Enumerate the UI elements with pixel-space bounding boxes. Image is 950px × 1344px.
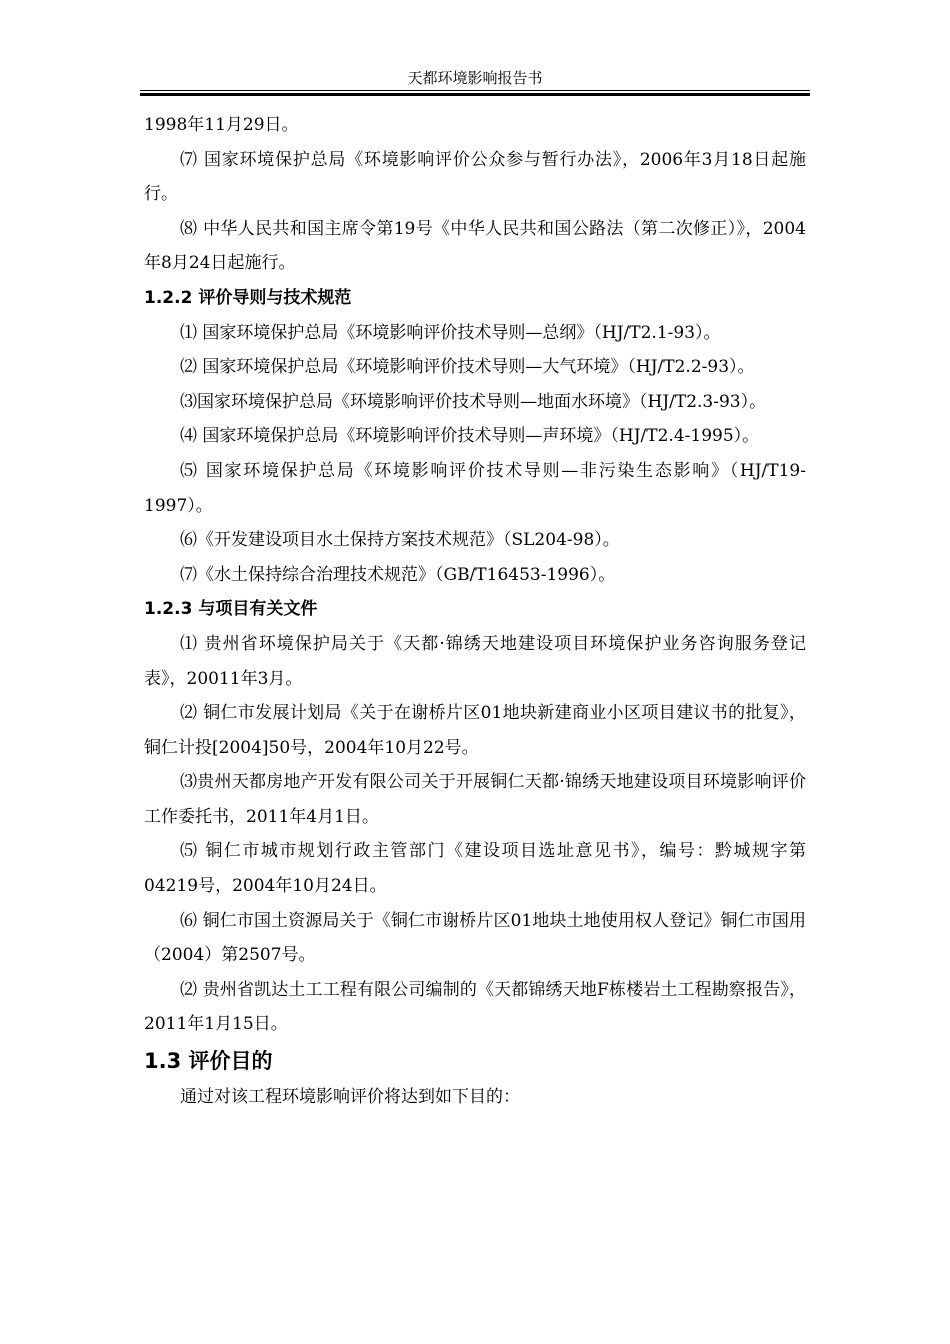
- file-item: ⑵ 铜仁市发展计划局《关于在谢桥片区01地块新建商业小区项目建议书的批复》，铜仁计投[2004]50号，2004年10月22号。: [144, 703, 806, 758]
- guideline-item: ⑺《水土保持综合治理技术规范》（GB/T16453-1996）。: [180, 564, 616, 585]
- file-item: ⑵ 贵州省凯达土工工程有限公司编制的《天都锦绣天地F栋楼岩土工程勘察报告》，2011年1月15日。: [144, 979, 806, 1035]
- file-item: ⑴ 贵州省环境保护局关于《天都·锦绣天地建设项目环境保护业务咨询服务登记表》，20011年3月。: [144, 633, 806, 689]
- guideline-item: ⑴ 国家环境保护总局《环境影响评价技术导则—总纲》（HJ/T2.1-93）。: [180, 322, 721, 343]
- section-heading-1-2-2: 1.2.2 评价导则与技术规范: [144, 287, 352, 308]
- file-item: ⑹ 铜仁市国土资源局关于《铜仁市谢桥片区01地块土地使用权人登记》铜仁市国用（2004）第2507号。: [144, 910, 806, 966]
- guideline-item: ⑷ 国家环境保护总局《环境影响评价技术导则—声环境》（HJ/T2.4-1995）。: [180, 426, 760, 447]
- paragraph-continued-date: 1998年11月29日。: [144, 115, 299, 135]
- guideline-item: ⑹《开发建设项目水土保持方案技术规范》（SL204-98）。: [180, 530, 620, 551]
- guideline-item: ⑶国家环境保护总局《环境影响评价技术导则—地面水环境》（HJ/T2.3-93）。: [180, 391, 767, 412]
- page-header-title: 天都环境影响报告书: [407, 69, 543, 87]
- paragraph-item: ⑺ 国家环境保护总局《环境影响评价公众参与暂行办法》，2006年3月18日起施行。: [144, 149, 806, 205]
- guideline-item: ⑵ 国家环境保护总局《环境影响评价技术导则—大气环境》（HJ/T2.2-93）。: [180, 357, 755, 378]
- guideline-item: ⑸ 国家环境保护总局《环境影响评价技术导则—非污染生态影响》（HJ/T19-1997）。: [144, 460, 806, 516]
- document-body: [144, 108, 806, 1115]
- file-item: ⑶贵州天都房地产开发有限公司关于开展铜仁天都·锦绣天地建设项目环境影响评价工作委托书，2011年4月1日。: [144, 772, 806, 827]
- header-rule-thick: [140, 93, 810, 96]
- paragraph-item: ⑻ 中华人民共和国主席令第19号《中华人民共和国公路法（第二次修正）》，2004年8月24日起施行。: [144, 218, 806, 274]
- section-heading-1-3: 1.3 评价目的: [144, 1049, 273, 1074]
- header-rule-thin: [140, 90, 810, 91]
- section-heading-1-2-3: 1.2.3 与项目有关文件: [144, 599, 318, 620]
- paragraph-intro: 通过对该工程环境影响评价将达到如下目的：: [180, 1087, 520, 1108]
- file-item: ⑸ 铜仁市城市规划行政主管部门《建设项目选址意见书》，编号：黔城规字第04219号，2004年10月24日。: [144, 841, 806, 897]
